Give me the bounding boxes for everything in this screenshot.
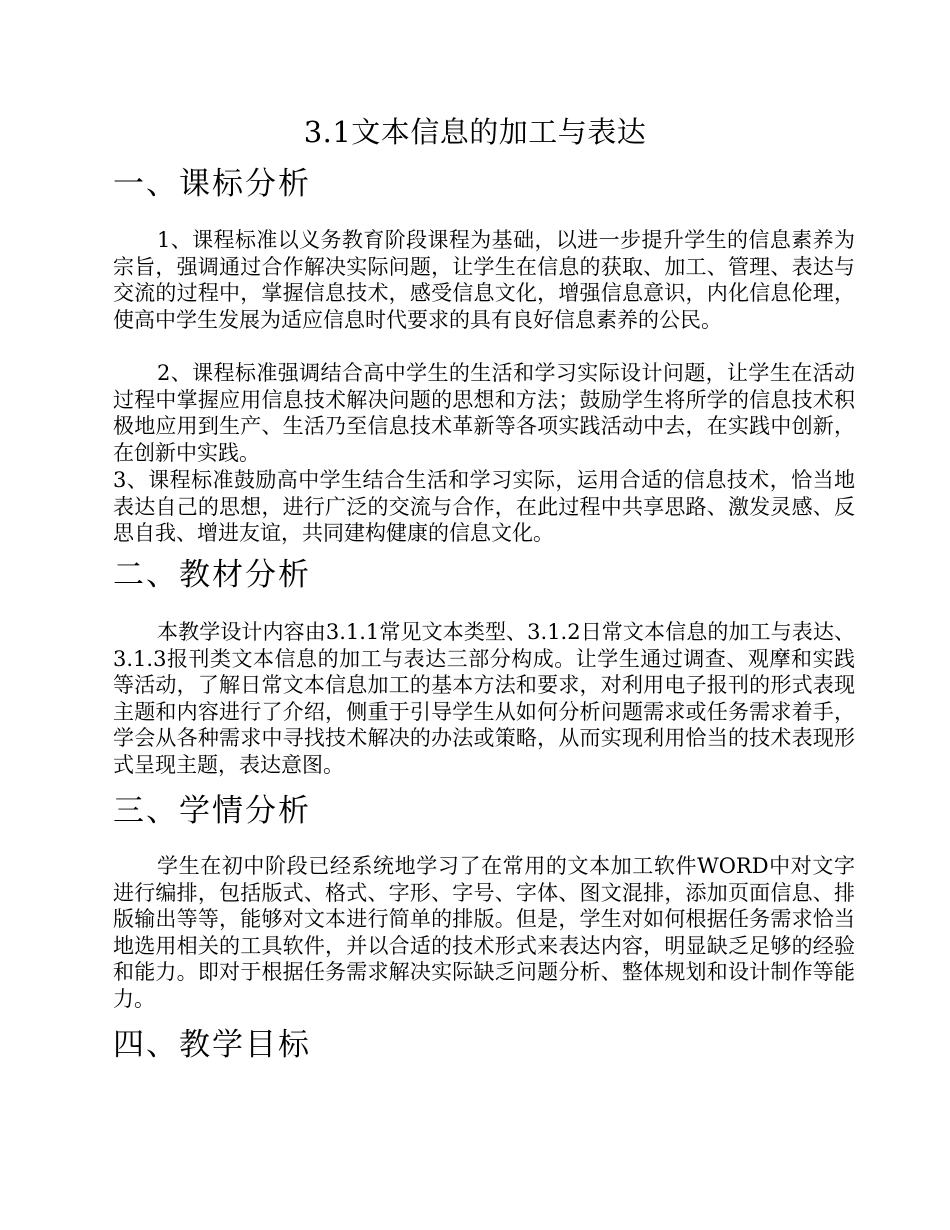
paragraph-curriculum-2: 2、课程标准强调结合高中学生的生活和学习实际设计问题，让学生在活动过程中掌握应用信息技术解决问题的思想和方法；鼓励学生将所学的信息技术积极地应用到生产、生活乃至信息技术革新等各项实践活动中去，在实践中创新，在创新中实践。 [113, 361, 855, 465]
document-title: 3.1文本信息的加工与表达 [303, 115, 647, 149]
paragraph-curriculum-3: 3、课程标准鼓励高中学生结合生活和学习实际，运用合适的信息技术，恰当地表达自己的思想，进行广泛的交流与合作，在此过程中共享思路、激发灵感、反思自我、增进友谊，共同建构健康的信息文化。 [113, 468, 855, 546]
paragraph-curriculum-1: 1、课程标准以义务教育阶段课程为基础，以进一步提升学生的信息素养为宗旨，强调通过合作解决实际问题，让学生在信息的获取、加工、管理、表达与交流的过程中，掌握信息技术，感受信息文化，增强信息意识，内化信息伦理，使高中学生发展为适应信息时代要求的具有良好信息素养的公民。 [113, 228, 855, 332]
section-heading-objectives: 四、教学目标 [113, 1027, 311, 1063]
section-heading-curriculum: 一、课标分析 [113, 166, 311, 202]
paragraph-textbook-1: 本教学设计内容由3.1.1常见文本类型、3.1.2日常文本信息的加工与表达、3.1.3报刊类文本信息的加工与表达三部分构成。让学生通过调查、观摩和实践等活动，了解日常文本信息加工的基本方法和要求，对利用电子报刊的形式表现主题和内容进行了介绍，侧重于引导学生从如何分析问题需求或任务需求着手，学会从各种需求中寻找技术解决的办法或策略，从而实现利用恰当的技术表现形式呈现主题，表达意图。 [113, 620, 855, 777]
paragraph-learners-1: 学生在初中阶段已经系统地学习了在常用的文本加工软件WORD中对文字进行编排，包括版式、格式、字形、字号、字体、图文混排，添加页面信息、排版输出等等，能够对文本进行简单的排版。但是，学生对如何根据任务需求恰当地选用相关的工具软件，并以合适的技术形式来表达内容，明显缺乏足够的经验和能力。即对于根据任务需求解决实际缺乏问题分析、整体规划和设计制作等能力。 [113, 854, 855, 1011]
section-heading-textbook: 二、教材分析 [113, 557, 311, 593]
section-heading-learners: 三、学情分析 [113, 793, 311, 829]
